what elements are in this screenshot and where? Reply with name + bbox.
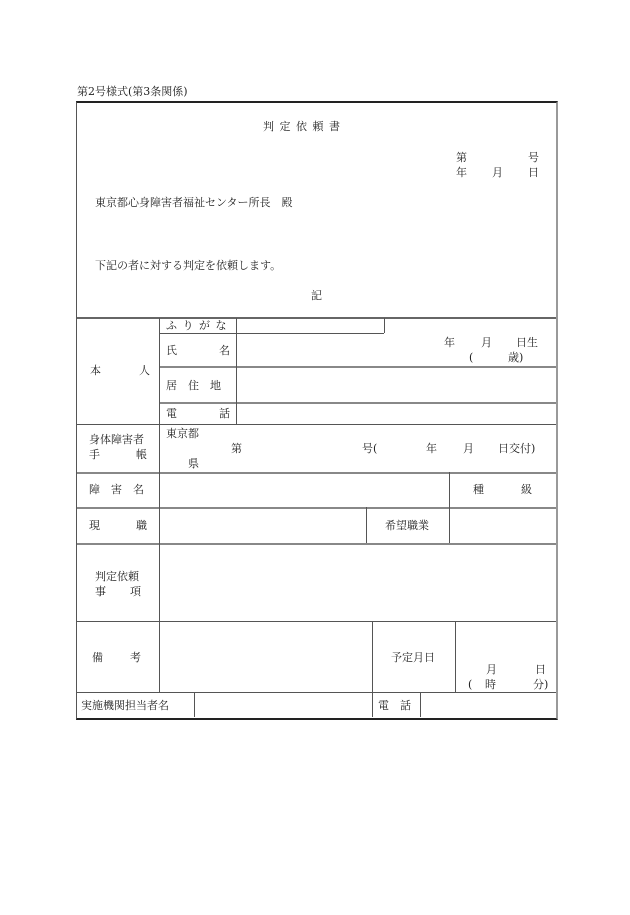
request-items-input[interactable]	[160, 545, 555, 621]
birth-year: 年	[444, 336, 455, 349]
occupation-label-left: 現	[89, 519, 100, 532]
sched-month: 月	[486, 663, 497, 676]
name-label-right: 名	[219, 344, 230, 357]
phone-label-left: 電	[166, 407, 177, 420]
staff-phone-label: 電 話	[378, 699, 411, 712]
phone-label-right: 話	[219, 407, 230, 420]
request-label-line2-left: 事	[95, 585, 106, 598]
handbook-issue-month: 月	[463, 442, 474, 455]
occupation-label-right: 職	[136, 519, 147, 532]
address-label: 居 住 地	[166, 379, 221, 392]
ki-label: 記	[311, 289, 322, 302]
occupation-input[interactable]	[160, 509, 365, 543]
grade-label-right: 級	[521, 483, 532, 496]
name-input[interactable]	[237, 334, 437, 366]
desired-job-input[interactable]	[450, 509, 555, 543]
date-month: 月	[492, 166, 503, 179]
sched-open: (	[468, 678, 473, 691]
sched-min: 分)	[533, 678, 549, 691]
handbook-issue-day: 日交付)	[498, 442, 536, 455]
request-label-line1: 判定依頼	[95, 570, 139, 583]
handbook-pref-tokyo: 東京都	[166, 427, 199, 440]
sched-hour: 時	[485, 678, 496, 691]
age-open: (	[469, 351, 474, 364]
furigana-box-right	[384, 318, 385, 333]
handbook-label-line2-right: 帳	[136, 448, 147, 461]
staff-name-input[interactable]	[195, 693, 371, 716]
disability-label: 障 害 名	[89, 483, 144, 496]
doc-no-suffix: 号	[528, 151, 539, 164]
name-label-left: 氏	[166, 344, 177, 357]
age-close: 歳)	[508, 351, 524, 364]
doc-no-prefix: 第	[456, 151, 467, 164]
col-desired-job-divider	[366, 507, 367, 543]
form-number: 第2号様式(第3条関係)	[77, 85, 188, 98]
grade-label-left: 種	[473, 483, 484, 496]
person-label-right: 人	[139, 364, 150, 377]
remarks-label-right: 考	[130, 651, 141, 664]
staff-phone-input[interactable]	[421, 693, 555, 716]
furigana-label: ふ り が な	[166, 319, 228, 332]
phone-input[interactable]	[237, 404, 555, 424]
remarks-input[interactable]	[160, 622, 371, 692]
desired-job-label: 希望職業	[385, 519, 429, 532]
disability-input[interactable]	[160, 474, 448, 507]
handbook-no-suffix: 号(	[362, 442, 378, 455]
person-label-left: 本	[90, 364, 101, 377]
col-scheduled-divider	[372, 621, 373, 717]
request-text: 下記の者に対する判定を依頼します。	[95, 259, 282, 272]
addressee: 東京都心身障害者福祉センター所長 殿	[95, 196, 293, 209]
divider-phone	[77, 424, 556, 425]
handbook-issue-year: 年	[426, 442, 437, 455]
furigana-input[interactable]	[237, 318, 383, 333]
handbook-label-line2-left: 手	[89, 448, 100, 461]
form-title: 判 定 依 頼 書	[263, 120, 341, 133]
birth-day: 日生	[516, 336, 538, 349]
handbook-no-prefix: 第	[231, 442, 242, 455]
date-day: 日	[528, 166, 539, 179]
handbook-label-line1: 身体障害者	[89, 433, 144, 446]
birth-month: 月	[481, 336, 492, 349]
address-input[interactable]	[237, 368, 555, 402]
date-year: 年	[456, 166, 467, 179]
handbook-pref-ken: 県	[188, 457, 199, 470]
sched-day: 日	[535, 663, 546, 676]
scheduled-date-label: 予定月日	[391, 651, 435, 664]
handbook-number-input[interactable]	[245, 440, 355, 456]
request-label-line2-right: 項	[130, 585, 141, 598]
remarks-label-left: 備	[92, 651, 103, 664]
staff-label: 実施機関担当者名	[81, 699, 169, 712]
scheduled-date-input[interactable]	[456, 622, 555, 692]
